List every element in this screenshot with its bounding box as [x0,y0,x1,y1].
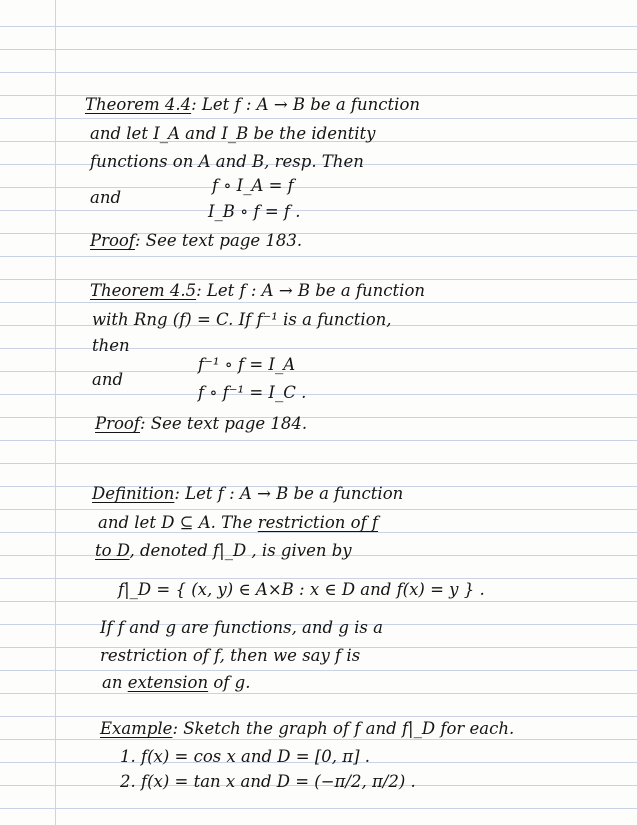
theorem-4-5-line2: with Rng (f) = C. If f⁻¹ is a function, [92,310,392,329]
theorem-4-5-and: and [92,370,124,389]
restriction-formula: f|_D = { (x, y) ∈ A×B : x ∈ D and f(x) = y } . [118,580,485,599]
theorem-4-5-proof: Proof: See text page 184. [95,414,308,433]
theorem-4-5-line3: then [92,336,130,355]
proof-label: Proof [95,414,140,433]
to-d-term: to D [95,541,130,560]
theorem-4-4-heading: Theorem 4.4 [85,95,192,114]
theorem-4-5-line1: Theorem 4.5: Let f : A → B be a function [90,281,426,300]
theorem-4-4-eq2: I_B ∘ f = f . [208,202,301,221]
definition-line6: restriction of f, then we say f is [100,646,361,665]
definition-heading: Definition [92,484,175,503]
proof-label: Proof [90,231,135,250]
definition-line3: to D, denoted f|_D , is given by [95,541,352,560]
definition-line7: an extension of g. [102,673,251,692]
definition-line5: If f and g are functions, and g is a [100,618,383,637]
margin-line [55,0,56,825]
example-heading: Example [100,719,173,738]
theorem-4-5-heading: Theorem 4.5 [90,281,197,300]
definition-line1: Definition: Let f : A → B be a function [92,484,404,503]
theorem-4-4-eq1: f ∘ I_A = f [212,176,294,195]
theorem-4-4-proof: Proof: See text page 183. [90,231,303,250]
definition-line2: and let D ⊆ A. The restriction of f [98,513,379,532]
theorem-4-5-eq2: f ∘ f⁻¹ = I_C . [198,383,307,402]
theorem-4-4-and: and [90,188,122,207]
restriction-term: restriction of f [257,513,379,532]
example-item-2: 2. f(x) = tan x and D = (−π/2, π/2) . [120,772,416,791]
theorem-4-5-eq1: f⁻¹ ∘ f = I_A [198,355,296,374]
theorem-4-4-line1: Theorem 4.4: Let f : A → B be a function [85,95,421,114]
theorem-4-4-line3: functions on A and B, resp. Then [90,152,364,171]
theorem-4-4-line2: and let I_A and I_B be the identity [90,124,376,143]
example-item-1: 1. f(x) = cos x and D = [0, π] . [120,747,371,766]
extension-term: extension [127,673,209,692]
example-line: Example: Sketch the graph of f and f|_D for each. [100,719,515,738]
